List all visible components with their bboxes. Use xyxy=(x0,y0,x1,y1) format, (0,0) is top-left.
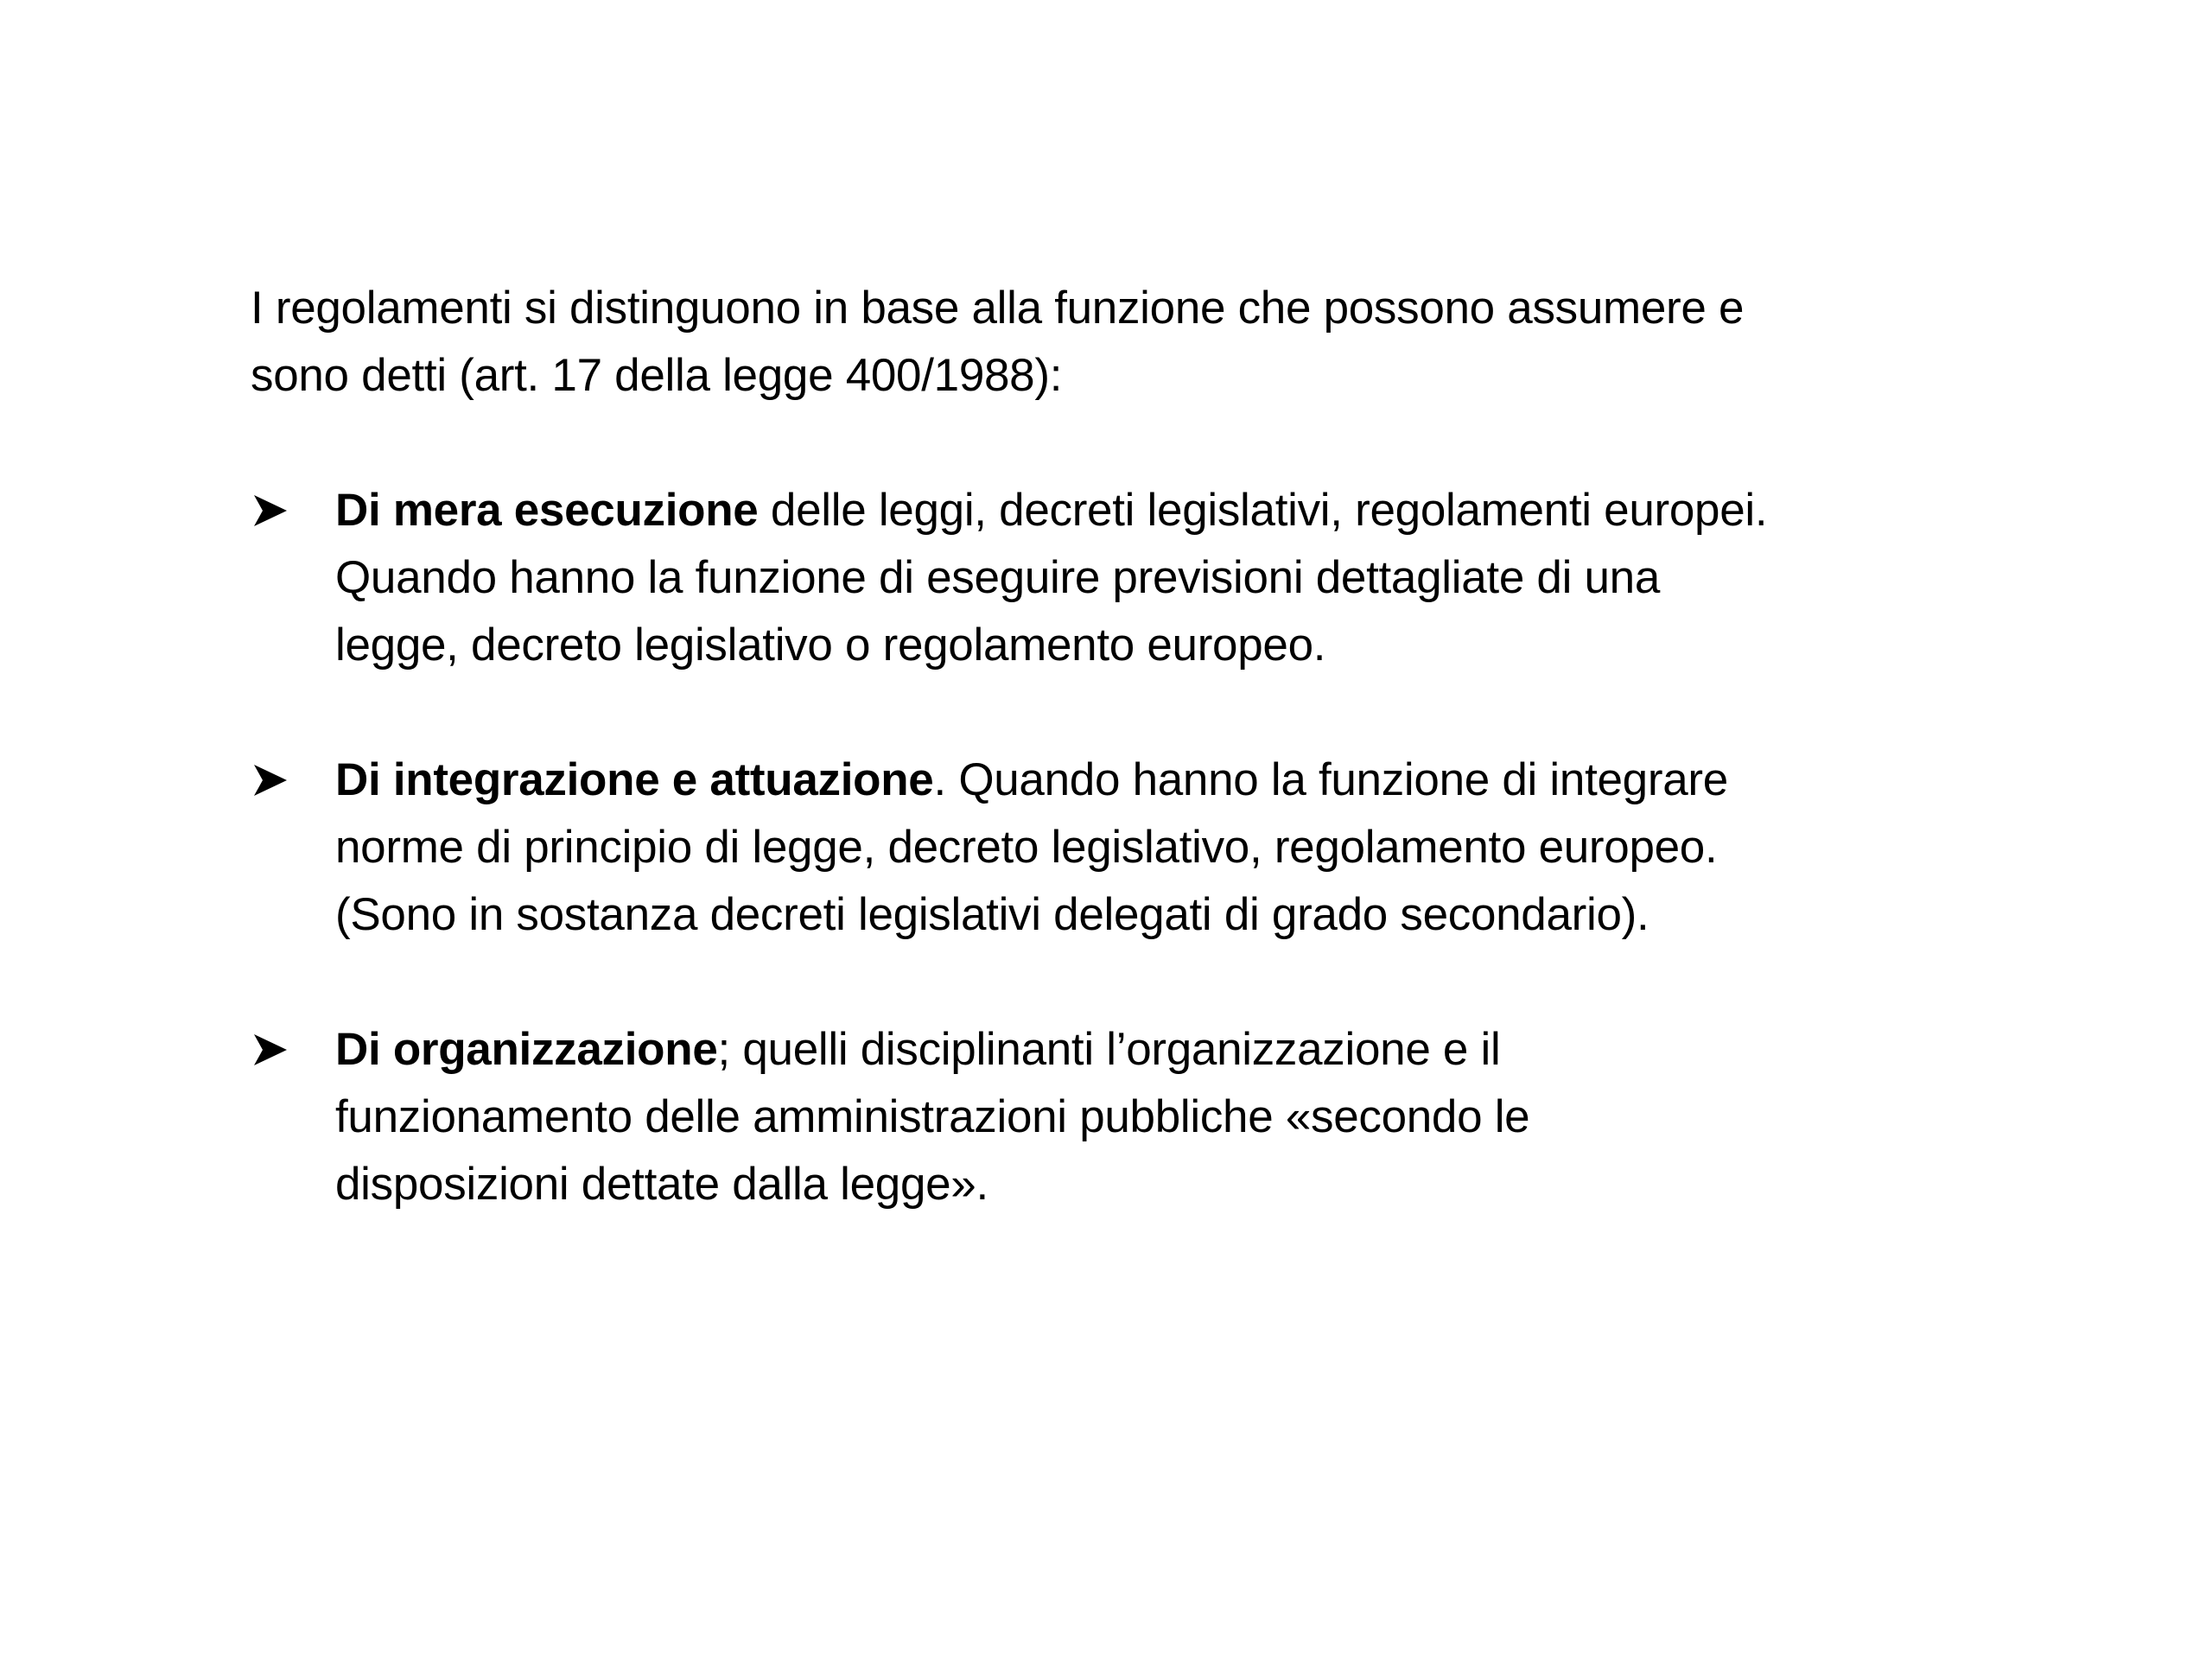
list-item xyxy=(251,1016,1996,1218)
bullet-text: . Quando hanno la funzione di integrare xyxy=(933,754,1728,805)
bullet-line xyxy=(335,1016,1996,1084)
intro-paragraph xyxy=(251,275,1996,410)
bullet-title: Di organizzazione xyxy=(335,1024,718,1075)
bullet-title: Di mera esecuzione xyxy=(335,485,759,536)
bullet-line: norme di principio di legge, decreto legislativo, regolamento europeo. xyxy=(335,822,1718,873)
bullet-list xyxy=(251,477,1996,1218)
bullet-line: Quando hanno la funzione di eseguire previsioni dettagliate di una xyxy=(335,552,1661,603)
bullet-title: Di integrazione e attuazione xyxy=(335,754,934,805)
arrowhead-bullet-icon xyxy=(252,493,289,528)
intro-line: sono detti (art. 17 della legge 400/1988): xyxy=(251,350,1063,401)
intro-line: I regolamenti si distinguono in base alla funzione che possono assumere e xyxy=(251,283,1745,334)
bullet-text: delle leggi, decreti legislativi, regolamenti europei. xyxy=(758,485,1768,536)
bullet-line: disposizioni dettate dalla legge». xyxy=(335,1159,988,1210)
arrowhead-bullet-icon xyxy=(252,763,289,798)
slide-content xyxy=(251,275,1996,1218)
bullet-line xyxy=(335,477,1996,544)
bullet-line xyxy=(335,747,1996,814)
list-item xyxy=(251,477,1996,679)
arrowhead-bullet-icon xyxy=(252,1033,289,1067)
list-item xyxy=(251,747,1996,949)
bullet-line: (Sono in sostanza decreti legislativi delegati di grado secondario). xyxy=(335,889,1649,940)
bullet-line: legge, decreto legislativo o regolamento europeo. xyxy=(335,620,1326,671)
bullet-text: ; quelli disciplinanti l’organizzazione e il xyxy=(717,1024,1501,1075)
bullet-line: funzionamento delle amministrazioni pubbliche «secondo le xyxy=(335,1091,1530,1142)
